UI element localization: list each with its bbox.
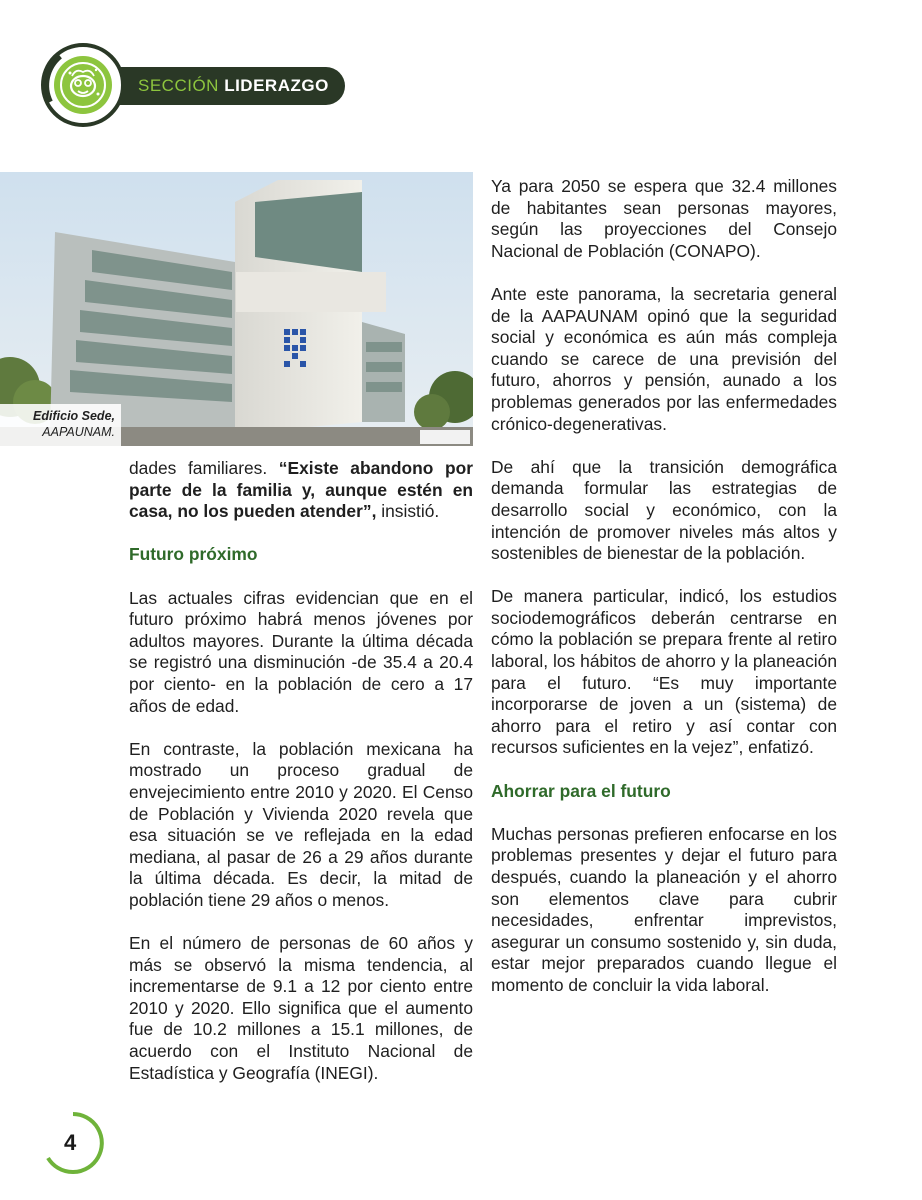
paragraph: En el número de personas de 60 años y más se observó la misma tendencia, al incrementarse de 9.1 a 12 por ciento entre 2010 y 2020. Ello significa que el aumento fue de 10.2 millones a 15.1 millones, de acuerdo con el Instituto Nacional de Estadística y Geografía (INEGI).: [129, 933, 473, 1083]
mascot-logo-icon: [40, 42, 126, 128]
paragraph: En contraste, la población mexicana ha mostrado un proceso gradual de envejecimiento entre 2010 y 2020. El Censo de Población y Vivienda 2020 revela que esa situación se ve reflejada en la edad mediana, al pasar de 26 a 29 años durante la última década. Es decir, la mitad de población tiene 29 años o menos.: [129, 738, 473, 910]
paragraph: Ya para 2050 se espera que 32.4 millones de habitantes sean personas mayores, según las proyecciones del Consejo Nacional de Población (CONAPO).: [491, 176, 837, 261]
paragraph: Las actuales cifras evidencian que en el futuro próximo habrá menos jóvenes por adultos mayores. Durante la última década se registró una disminución -de 35.4 a 20.4 por ciento- en la población de cero a 17 años de edad.: [129, 587, 473, 716]
left-column: [129, 458, 473, 1084]
photo-caption: [0, 408, 115, 440]
paragraph: De manera particular, indicó, los estudios sociodemográficos deberán centrarse en cómo la población se prepara frente al retiro laboral, los hábitos de ahorro y la planeación para el futuro. “Es muy importante incorporarse de joven a un (sistema) de ahorro para el retiro y así contar con recursos suficientes en la vejez”, enfatizó.: [491, 586, 837, 758]
paragraph: Muchas personas prefieren enfocarse en los problemas presentes y dejar el futuro para después, cuando la planeación y el ahorro son elementos clave para cubrir necesidades, enfrentar imprevistos, asegurar un consumo sostenido y, sin duda, estar mejor preparados cuando llegue el momento de concluir la vida laboral.: [491, 823, 837, 995]
section-header: [40, 42, 345, 128]
subhead-ahorrar: Ahorrar para el futuro: [491, 780, 671, 801]
section-title: SECCIÓN LIDERAZGO: [138, 76, 329, 95]
paragraph: Ante este panorama, la secretaria general de la AAPAUNAM opinó que la seguridad social y económica es aún más compleja cuando se carece de una previsión del futuro, ahorros y pensión, aunado a los problemas generados por las enfermedades crónico-degenerativas.: [491, 283, 837, 434]
subhead-futuro-proximo: Futuro próximo: [129, 544, 258, 565]
paragraph: De ahí que la transición demográfica demanda formular las estrategias de desarrollo social y económico, con la intención de promover niveles más altos y sostenibles de bienestar de la población.: [491, 456, 837, 564]
caption-line-1: Edificio Sede,: [33, 409, 115, 423]
right-column: [491, 176, 837, 997]
caption-line-2: AAPAUNAM.: [42, 425, 115, 439]
intro-paragraph: dades familiares. “Existe abandono por parte de la familia y, aunque estén en casa, no los pueden atender”, insistió.: [129, 458, 473, 522]
page-number: 4: [64, 1130, 77, 1155]
